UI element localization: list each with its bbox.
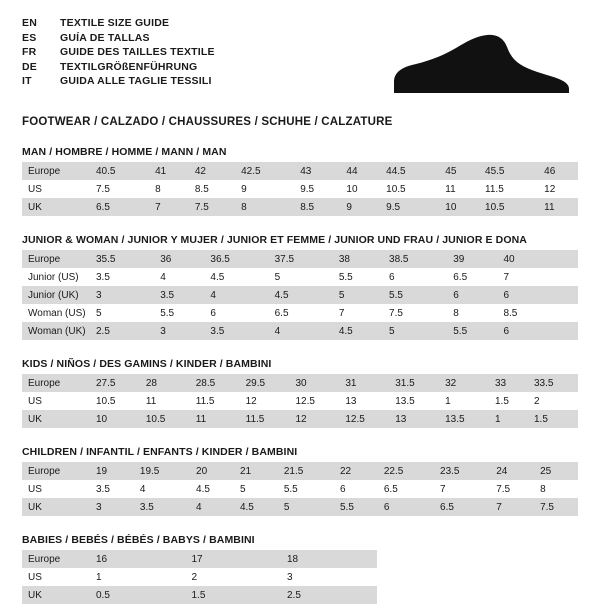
size-table-junior-woman xyxy=(22,250,578,340)
cell-empty xyxy=(549,586,578,604)
cell: 3 xyxy=(90,498,134,516)
cell: 32 xyxy=(439,374,489,392)
cell: 30 xyxy=(290,374,340,392)
cell: 9 xyxy=(340,198,380,216)
cell-empty xyxy=(377,550,406,568)
cell xyxy=(548,304,563,322)
cell: 13 xyxy=(389,410,439,428)
cell: 6.5 xyxy=(447,268,497,286)
cell xyxy=(548,286,563,304)
cell: 2.5 xyxy=(281,586,377,604)
cell xyxy=(563,250,578,268)
cell: 5 xyxy=(383,322,447,340)
cell: 5 xyxy=(278,498,334,516)
table-row xyxy=(22,550,578,568)
language-code: DE xyxy=(22,60,37,73)
cell: 6 xyxy=(497,286,547,304)
table-row xyxy=(22,410,578,428)
cell: 13 xyxy=(339,392,389,410)
cell: 5 xyxy=(234,480,278,498)
cell: 10.5 xyxy=(90,392,140,410)
cell: 7 xyxy=(333,304,383,322)
language-code: FR xyxy=(22,46,37,58)
cell: 12.5 xyxy=(290,392,340,410)
cell: 5.5 xyxy=(334,498,378,516)
cell: 3.5 xyxy=(154,286,204,304)
cell-empty xyxy=(405,550,434,568)
cell xyxy=(548,322,563,340)
cell: 1.5 xyxy=(489,392,528,410)
cell: 2 xyxy=(528,392,578,410)
cell: 1 xyxy=(439,392,489,410)
cell: 12.5 xyxy=(339,410,389,428)
language-title: GUIDE DES TAILLES TEXTILE xyxy=(60,46,215,58)
cell: 18 xyxy=(281,550,377,568)
cell: 10.5 xyxy=(479,198,538,216)
row-label: Woman (UK) xyxy=(22,322,90,340)
section-title: JUNIOR & WOMAN / JUNIOR Y MUJER / JUNIOR ET FEMME / JUNIOR UND FRAU / JUNIOR E DONA xyxy=(22,234,527,246)
table-row xyxy=(22,286,578,304)
cell: 2 xyxy=(186,568,282,586)
cell-empty xyxy=(492,568,521,586)
language-code: ES xyxy=(22,31,37,44)
cell: 1 xyxy=(489,410,528,428)
cell: 12 xyxy=(290,410,340,428)
cell: 0.5 xyxy=(90,586,186,604)
row-label: Europe xyxy=(22,374,90,392)
cell: 4 xyxy=(204,286,268,304)
cell: 10 xyxy=(90,410,140,428)
cell: 3 xyxy=(281,568,377,586)
cell: 20 xyxy=(190,462,234,480)
cell: 9.5 xyxy=(294,180,340,198)
language-row xyxy=(22,31,215,46)
row-label: UK xyxy=(22,198,90,216)
cell: 7.5 xyxy=(90,180,149,198)
section-babies xyxy=(22,534,578,604)
table-row xyxy=(22,586,578,604)
section-title: CHILDREN / INFANTIL / ENFANTS / KINDER / BAMBINI xyxy=(22,446,298,458)
cell-empty xyxy=(377,568,406,586)
cell: 5.5 xyxy=(333,268,383,286)
cell: 45 xyxy=(439,162,479,180)
cell: 4.5 xyxy=(234,498,278,516)
cell: 3.5 xyxy=(90,480,134,498)
section-children xyxy=(22,446,578,516)
cell: 45.5 xyxy=(479,162,538,180)
cell: 35.5 xyxy=(90,250,154,268)
cell: 13.5 xyxy=(439,410,489,428)
cell: 7 xyxy=(149,198,189,216)
cell: 4.5 xyxy=(269,286,333,304)
row-label: UK xyxy=(22,586,90,604)
cell-empty xyxy=(434,568,463,586)
footwear-category-heading: FOOTWEAR / CALZADO / CHAUSSURES / SCHUHE / CALZATURE xyxy=(22,116,393,128)
table-row xyxy=(22,498,578,516)
cell: 46 xyxy=(538,162,578,180)
table-row xyxy=(22,250,578,268)
language-row xyxy=(22,16,215,31)
cell: 36.5 xyxy=(204,250,268,268)
cell: 5.5 xyxy=(154,304,204,322)
cell: 10.5 xyxy=(380,180,439,198)
size-table-man xyxy=(22,162,578,216)
cell: 6 xyxy=(383,268,447,286)
cell: 5.5 xyxy=(447,322,497,340)
cell: 7 xyxy=(490,498,534,516)
language-row xyxy=(22,60,215,75)
row-label: Europe xyxy=(22,250,90,268)
cell-empty xyxy=(520,586,549,604)
cell-empty xyxy=(520,568,549,586)
cell: 39 xyxy=(447,250,497,268)
cell-empty xyxy=(405,568,434,586)
cell: 42 xyxy=(189,162,235,180)
row-label: Europe xyxy=(22,462,90,480)
language-title-body xyxy=(22,16,215,89)
cell: 1.5 xyxy=(186,586,282,604)
cell: 38 xyxy=(333,250,383,268)
cell xyxy=(563,304,578,322)
cell: 7.5 xyxy=(383,304,447,322)
language-title: TEXTILE SIZE GUIDE xyxy=(60,17,170,29)
cell: 16 xyxy=(90,550,186,568)
cell: 11.5 xyxy=(240,410,290,428)
cell-empty xyxy=(492,550,521,568)
cell: 8 xyxy=(447,304,497,322)
row-label: US xyxy=(22,180,90,198)
language-title: TEXTILGRÖßENFÜHRUNG xyxy=(60,60,198,73)
cell: 4 xyxy=(269,322,333,340)
cell: 5 xyxy=(269,268,333,286)
cell: 4 xyxy=(190,498,234,516)
cell: 8.5 xyxy=(189,180,235,198)
cell: 8.5 xyxy=(294,198,340,216)
cell: 29.5 xyxy=(240,374,290,392)
cell: 42.5 xyxy=(235,162,294,180)
cell: 10 xyxy=(439,198,479,216)
cell: 44.5 xyxy=(380,162,439,180)
cell xyxy=(563,322,578,340)
cell: 3 xyxy=(154,322,204,340)
cell: 21.5 xyxy=(278,462,334,480)
cell-empty xyxy=(405,586,434,604)
cell: 7 xyxy=(497,268,547,286)
size-table-babies xyxy=(22,550,578,604)
cell: 3.5 xyxy=(134,498,190,516)
cell: 10.5 xyxy=(140,410,190,428)
cell: 5 xyxy=(90,304,154,322)
table-row xyxy=(22,162,578,180)
language-code: EN xyxy=(22,17,37,29)
cell: 33 xyxy=(489,374,528,392)
cell-empty xyxy=(434,550,463,568)
cell: 21 xyxy=(234,462,278,480)
cell: 5.5 xyxy=(383,286,447,304)
cell: 1.5 xyxy=(528,410,578,428)
cell: 24 xyxy=(490,462,534,480)
cell xyxy=(548,268,563,286)
cell: 22.5 xyxy=(378,462,434,480)
row-label: US xyxy=(22,392,90,410)
cell-empty xyxy=(377,586,406,604)
cell: 6 xyxy=(497,322,547,340)
table-row xyxy=(22,198,578,216)
cell: 4 xyxy=(154,268,204,286)
cell: 7.5 xyxy=(490,480,534,498)
cell: 11 xyxy=(190,410,240,428)
cell: 11 xyxy=(538,198,578,216)
cell: 43 xyxy=(294,162,340,180)
cell: 40 xyxy=(497,250,547,268)
cell: 6.5 xyxy=(378,480,434,498)
table-row xyxy=(22,480,578,498)
cell: 5 xyxy=(333,286,383,304)
cell: 6.5 xyxy=(90,198,149,216)
cell-empty xyxy=(492,586,521,604)
cell: 27.5 xyxy=(90,374,140,392)
cell: 23.5 xyxy=(434,462,490,480)
cell-empty xyxy=(463,550,492,568)
row-label: Europe xyxy=(22,550,90,568)
cell: 40.5 xyxy=(90,162,149,180)
document-header xyxy=(22,16,578,100)
shoe-illustration xyxy=(382,28,572,100)
language-row xyxy=(22,45,215,60)
cell: 31 xyxy=(339,374,389,392)
cell-empty xyxy=(434,586,463,604)
cell: 7.5 xyxy=(189,198,235,216)
language-code: IT xyxy=(22,75,32,87)
row-label: Woman (US) xyxy=(22,304,90,322)
cell: 12 xyxy=(538,180,578,198)
cell: 28.5 xyxy=(190,374,240,392)
cell: 7 xyxy=(434,480,490,498)
cell-empty xyxy=(549,550,578,568)
cell: 25 xyxy=(534,462,578,480)
cell: 1 xyxy=(90,568,186,586)
cell: 8 xyxy=(235,198,294,216)
row-label: Junior (US) xyxy=(22,268,90,286)
row-label: Europe xyxy=(22,162,90,180)
language-title-table xyxy=(22,16,215,89)
table-row xyxy=(22,304,578,322)
cell: 31.5 xyxy=(389,374,439,392)
cell: 8 xyxy=(149,180,189,198)
cell xyxy=(548,250,563,268)
table-row xyxy=(22,180,578,198)
cell xyxy=(563,286,578,304)
table-row xyxy=(22,462,578,480)
language-title: GUÍA DE TALLAS xyxy=(60,31,150,44)
cell: 3 xyxy=(90,286,154,304)
cell: 17 xyxy=(186,550,282,568)
cell: 4 xyxy=(134,480,190,498)
section-title: MAN / HOMBRE / HOMME / MANN / MAN xyxy=(22,146,227,158)
cell: 19.5 xyxy=(134,462,190,480)
row-label: US xyxy=(22,480,90,498)
cell: 5.5 xyxy=(278,480,334,498)
cell: 11 xyxy=(439,180,479,198)
cell: 6 xyxy=(204,304,268,322)
cell: 6.5 xyxy=(269,304,333,322)
cell: 6 xyxy=(447,286,497,304)
row-label: US xyxy=(22,568,90,586)
cell: 9.5 xyxy=(380,198,439,216)
cell: 11.5 xyxy=(190,392,240,410)
cell: 4.5 xyxy=(204,268,268,286)
cell-empty xyxy=(520,550,549,568)
section-title: BABIES / BEBÉS / BÉBÉS / BABYS / BAMBINI xyxy=(22,534,255,546)
section-junior-woman xyxy=(22,234,578,340)
cell: 2.5 xyxy=(90,322,154,340)
cell-empty xyxy=(463,586,492,604)
cell: 8 xyxy=(534,480,578,498)
table-row xyxy=(22,392,578,410)
cell: 6.5 xyxy=(434,498,490,516)
cell: 28 xyxy=(140,374,190,392)
cell: 11.5 xyxy=(479,180,538,198)
section-title: KIDS / NIÑOS / DES GAMINS / KINDER / BAMBINI xyxy=(22,358,272,370)
cell: 4.5 xyxy=(333,322,383,340)
cell: 22 xyxy=(334,462,378,480)
cell-empty xyxy=(549,568,578,586)
cell-empty xyxy=(463,568,492,586)
section-kids xyxy=(22,358,578,428)
cell: 37.5 xyxy=(269,250,333,268)
cell: 41 xyxy=(149,162,189,180)
cell: 11 xyxy=(140,392,190,410)
cell: 44 xyxy=(340,162,380,180)
table-row xyxy=(22,374,578,392)
cell: 19 xyxy=(90,462,134,480)
cell: 10 xyxy=(340,180,380,198)
cell: 8.5 xyxy=(497,304,547,322)
cell: 9 xyxy=(235,180,294,198)
row-label: UK xyxy=(22,410,90,428)
cell xyxy=(563,268,578,286)
cell: 33.5 xyxy=(528,374,578,392)
table-row xyxy=(22,268,578,286)
language-title: GUIDA ALLE TAGLIE TESSILI xyxy=(60,75,212,87)
table-row xyxy=(22,568,578,586)
cell: 7.5 xyxy=(534,498,578,516)
size-table-kids xyxy=(22,374,578,428)
table-row xyxy=(22,322,578,340)
row-label: Junior (UK) xyxy=(22,286,90,304)
cell: 3.5 xyxy=(204,322,268,340)
cell: 4.5 xyxy=(190,480,234,498)
cell: 6 xyxy=(378,498,434,516)
size-table-children xyxy=(22,462,578,516)
cell: 36 xyxy=(154,250,204,268)
cell: 6 xyxy=(334,480,378,498)
cell: 3.5 xyxy=(90,268,154,286)
language-row xyxy=(22,74,215,89)
cell: 13.5 xyxy=(389,392,439,410)
cell: 38.5 xyxy=(383,250,447,268)
dress-shoe-icon xyxy=(386,31,572,97)
section-man xyxy=(22,146,578,216)
cell: 12 xyxy=(240,392,290,410)
row-label: UK xyxy=(22,498,90,516)
